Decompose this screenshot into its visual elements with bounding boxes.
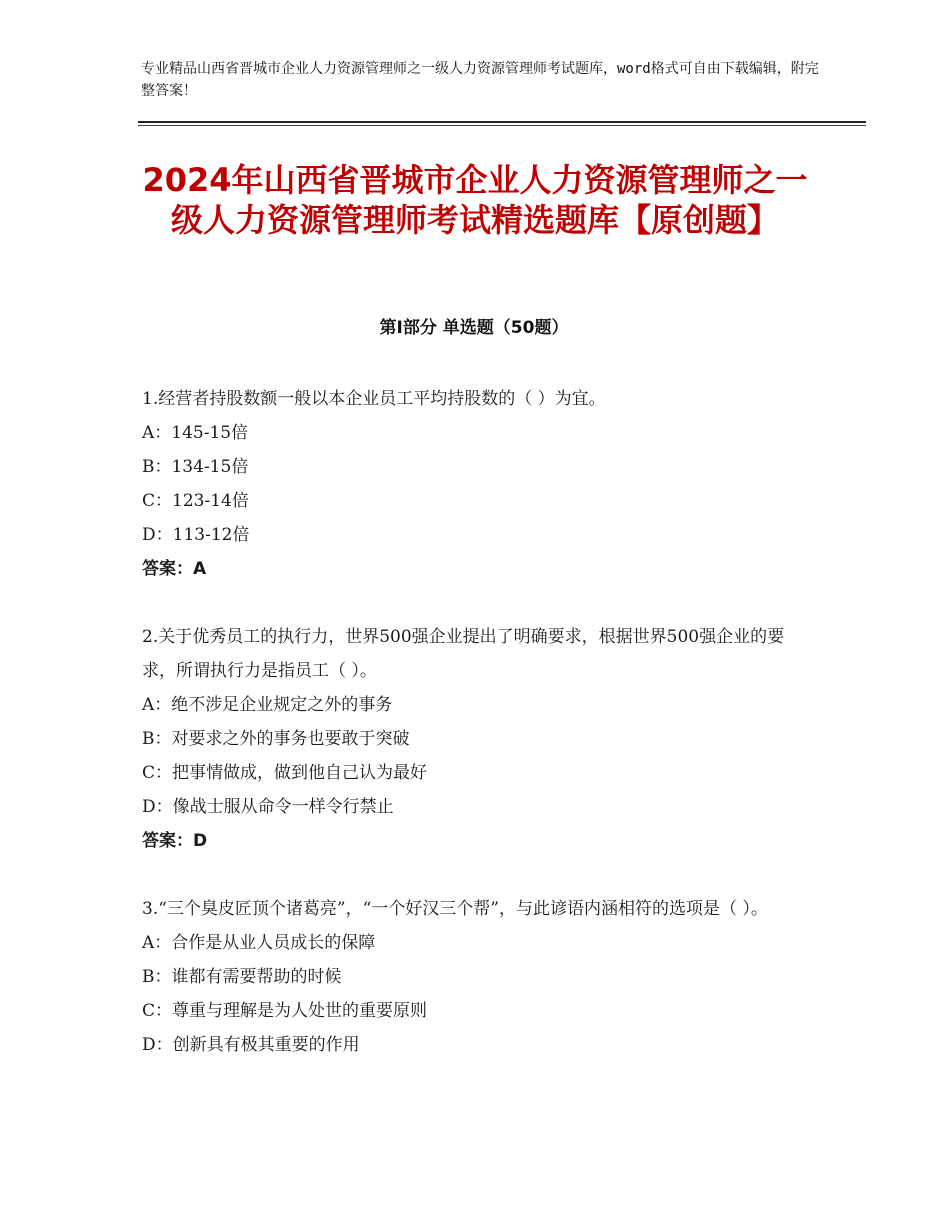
question-stem: 1.经营者持股数额一般以本企业员工平均持股数的（ ）为宜。: [142, 389, 606, 409]
option-b: B：134-15倍: [142, 457, 249, 477]
answer: 答案：A: [142, 559, 207, 579]
option-a: A：绝不涉足企业规定之外的事务: [142, 695, 393, 715]
document-title: 2024年山西省晋城市企业人力资源管理师之一级人力资源管理师考试精选题库【原创题】: [142, 161, 808, 239]
option-c: C：尊重与理解是为人处世的重要原则: [142, 1001, 428, 1021]
answer: 答案：D: [142, 831, 208, 851]
header-rule-thin: [138, 125, 866, 126]
option-d: D：像战士服从命令一样令行禁止: [142, 797, 394, 817]
question-1: [142, 382, 812, 586]
header-note: 专业精品山西省晋城市企业人力资源管理师之一级人力资源管理师考试题库，word格式可自由下载编辑，附完整答案！: [141, 61, 819, 99]
section-title: 第Ⅰ部分 单选题（50题）: [379, 318, 569, 338]
option-d: D：113-12倍: [142, 525, 250, 545]
question-2: [142, 620, 812, 858]
question-list: [142, 382, 812, 1096]
option-c: C：把事情做成，做到他自己认为最好: [142, 763, 428, 783]
question-stem: 2.关于优秀员工的执行力，世界500强企业提出了明确要求，根据世界500强企业的要 求，所谓执行力是指员工（ ）。: [142, 627, 785, 681]
option-b: B：对要求之外的事务也要敢于突破: [142, 729, 410, 749]
option-a: A：145-15倍: [142, 423, 249, 443]
option-c: C：123-14倍: [142, 491, 249, 511]
question-3: [142, 892, 812, 1062]
option-a: A：合作是从业人员成长的保障: [142, 933, 376, 953]
question-stem: 3.“三个臭皮匠顶个诸葛亮”，“一个好汉三个帮”，与此谚语内涵相符的选项是（ ）。: [142, 899, 768, 919]
header-rule-thick: [138, 121, 866, 123]
option-d: D：创新具有极其重要的作用: [142, 1035, 360, 1055]
option-b: B：谁都有需要帮助的时候: [142, 967, 342, 987]
